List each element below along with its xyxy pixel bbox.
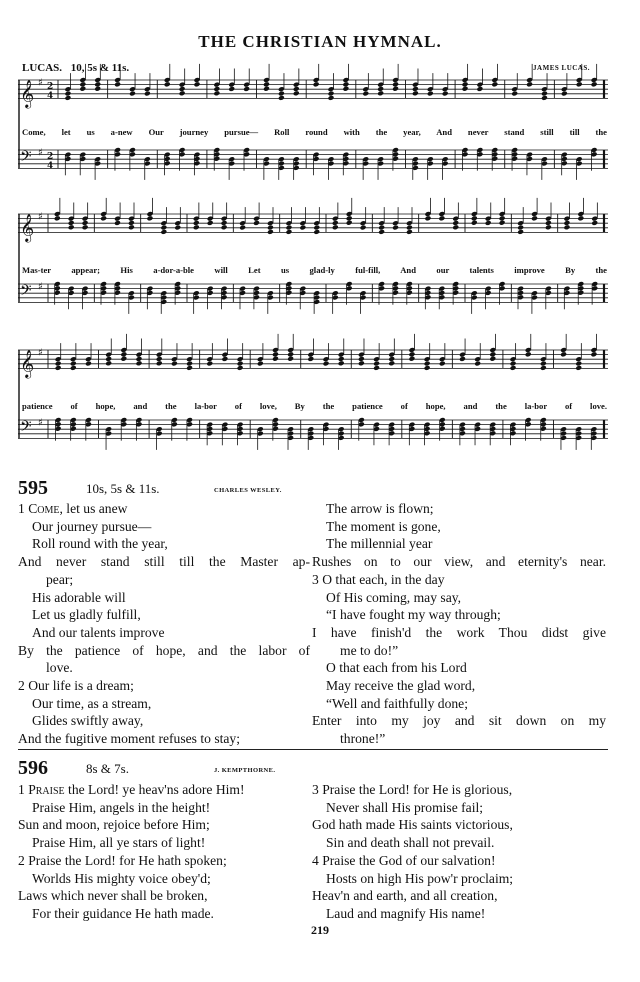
verse-line: May receive the glad word, — [326, 678, 476, 694]
note-head — [120, 351, 127, 357]
verse-line: 1 Come, let us anew — [18, 501, 128, 516]
note-head — [499, 215, 506, 221]
note-head — [591, 220, 598, 226]
note-head — [228, 86, 235, 92]
note-head — [193, 220, 200, 226]
note-head — [561, 91, 568, 97]
verse-line: O that each from his Lord — [326, 660, 467, 676]
verse-line: And our talents improve — [32, 624, 165, 640]
note-head — [427, 91, 434, 97]
note-head — [272, 351, 279, 357]
verse-line: And never stand still till the Master ap- — [18, 554, 310, 570]
note-head — [263, 81, 270, 87]
note-head — [489, 356, 496, 362]
note-head — [392, 81, 399, 87]
note-head — [540, 361, 547, 367]
note-head — [510, 365, 517, 371]
note-head — [328, 95, 335, 101]
verse-line: Let us gladly fulfill, — [32, 607, 141, 623]
verse-line: For their guidance He hath made. — [32, 905, 214, 921]
verse-line: 4 Praise the God of our salvation! — [312, 852, 496, 868]
note-head — [213, 86, 220, 92]
note-head — [253, 220, 260, 226]
tune-name: LUCAS. — [22, 62, 63, 74]
note-head — [221, 220, 228, 226]
note-head — [459, 356, 466, 362]
verse-line: Worlds His mighty voice obey'd; — [32, 870, 211, 886]
verse-line: 2 Praise the Lord! for He hath spoken; — [18, 852, 227, 868]
note-head — [257, 361, 264, 367]
note-head — [193, 224, 200, 230]
note-head — [377, 90, 384, 96]
verse-line: Heav'n and earth, and all creation, — [312, 888, 498, 904]
note-head — [424, 215, 431, 221]
note-head — [476, 86, 483, 92]
note-head — [171, 361, 178, 367]
note-head — [408, 356, 415, 362]
note-head — [489, 351, 496, 357]
note-head — [360, 225, 367, 231]
note-head — [313, 229, 320, 235]
note-head — [392, 86, 399, 92]
note-head — [299, 225, 306, 231]
note-head — [267, 225, 274, 231]
verse-line: pear; — [46, 571, 74, 587]
treble-clef-icon: 𝄞 — [20, 213, 35, 242]
verse-line: Hosts on high His pow'r proclaim; — [326, 870, 514, 886]
bass-clef-icon: 𝄢 — [20, 281, 32, 303]
note-head — [510, 361, 517, 367]
note-head — [323, 361, 330, 367]
note-head — [105, 356, 112, 362]
note-head — [328, 91, 335, 97]
note-head — [342, 86, 349, 92]
note-head — [525, 351, 532, 357]
note-head — [575, 365, 582, 371]
note-head — [136, 356, 143, 362]
note-head — [388, 356, 395, 362]
note-head — [517, 229, 524, 235]
note-head — [206, 361, 213, 367]
note-head — [160, 229, 167, 235]
note-head — [243, 86, 250, 92]
note-head — [285, 225, 292, 231]
note-head — [439, 361, 446, 367]
hymn-596-right-column — [312, 781, 606, 923]
note-head — [272, 356, 279, 362]
time-signature-bottom: 4 — [47, 161, 54, 172]
time-signature-top: 2 — [47, 82, 54, 93]
note-head — [442, 91, 449, 97]
note-head — [82, 224, 89, 230]
note-head — [164, 81, 171, 87]
verse-line: 2 Our life is a dream; — [18, 678, 134, 694]
note-head — [563, 224, 570, 230]
note-head — [540, 365, 547, 371]
hymn-meter: 8s & 7s. — [86, 761, 129, 776]
note-head — [278, 91, 285, 97]
note-head — [221, 224, 228, 230]
note-head — [541, 91, 548, 97]
note-head — [100, 215, 107, 221]
verse-line: The moment is gone, — [326, 518, 441, 534]
note-head — [406, 229, 413, 235]
verse-line: throne!” — [340, 731, 386, 747]
note-head — [186, 365, 193, 371]
verse-line: Laws which never shall be broken, — [18, 888, 208, 904]
note-head — [346, 215, 353, 221]
note-head — [82, 220, 89, 226]
note-head — [136, 360, 143, 366]
note-head — [531, 215, 538, 221]
hymn-number: 595 — [18, 477, 48, 499]
note-head — [263, 86, 270, 92]
hymn-595-left-column — [18, 500, 310, 748]
note-head — [373, 365, 380, 371]
verse-line: Never shall His promise fail; — [326, 799, 484, 815]
note-head — [186, 361, 193, 367]
treble-clef-icon: 𝄞 — [20, 349, 35, 378]
note-head — [114, 220, 121, 226]
verse-line: “Well and faithfully done; — [326, 695, 468, 711]
note-head — [156, 360, 163, 366]
note-head — [438, 215, 445, 221]
note-head — [194, 81, 201, 87]
page-title: THE CHRISTIAN HYMNAL. — [198, 32, 442, 51]
note-head — [545, 220, 552, 226]
note-head — [392, 225, 399, 231]
note-head — [499, 220, 506, 226]
key-signature-sharp-icon: ♯ — [38, 417, 43, 429]
note-head — [179, 90, 186, 96]
note-head — [358, 356, 365, 362]
note-head — [332, 224, 339, 230]
note-head — [412, 86, 419, 92]
verse-line: Glides swiftly away, — [32, 713, 144, 729]
verse-line: Laud and magnify His name! — [326, 905, 486, 921]
note-head — [70, 365, 77, 371]
note-head — [346, 220, 353, 226]
note-head — [332, 220, 339, 226]
note-head — [293, 90, 300, 96]
note-head — [278, 95, 285, 101]
hymn-596-left-column — [18, 781, 313, 923]
verse-line: Praise Him, angels in the height! — [32, 799, 211, 815]
note-head — [338, 356, 345, 362]
key-signature-sharp-icon: ♯ — [38, 281, 43, 293]
note-head — [79, 86, 86, 92]
key-signature-sharp-icon: ♯ — [38, 347, 43, 359]
note-head — [114, 81, 121, 87]
note-head — [408, 351, 415, 357]
hymn-author: CHARLES WESLEY. — [214, 487, 282, 494]
note-head — [179, 86, 186, 92]
small-caps-word: Praise — [28, 782, 65, 797]
hymn-meter: 10s, 5s & 11s. — [86, 481, 160, 496]
section-divider — [18, 749, 608, 750]
hymn-author: J. KEMPTHORNE. — [214, 767, 276, 774]
note-head — [474, 361, 481, 367]
note-head — [285, 229, 292, 235]
note-head — [64, 91, 71, 97]
bass-clef-icon: 𝄢 — [20, 147, 32, 169]
note-head — [471, 220, 478, 226]
tune-composer: JAMES LUCAS. — [533, 64, 590, 72]
verse-line: The millennial year — [326, 536, 433, 552]
tune-meter: 10, 5s & 11s. — [70, 62, 130, 74]
note-head — [68, 220, 75, 226]
note-head — [517, 225, 524, 231]
verse-line: 3 O that each, in the day — [312, 571, 445, 587]
note-head — [313, 225, 320, 231]
note-head — [64, 95, 71, 101]
small-caps-word: Come, — [28, 501, 63, 516]
note-head — [174, 225, 181, 231]
page-number: 219 — [311, 923, 329, 937]
lyric-line-3: patience of hope, and the la-bor of love, By the patience of hope, and the la-bor of love. — [22, 401, 607, 411]
note-head — [424, 361, 431, 367]
note-head — [378, 229, 385, 235]
verse-line: His adorable will — [32, 589, 126, 605]
note-head — [412, 90, 419, 96]
note-head — [287, 356, 294, 362]
note-head — [313, 81, 320, 87]
verse-line: love. — [46, 660, 73, 676]
note-head — [362, 91, 369, 97]
verse-line: 3 Praise the Lord! for He is glorious, — [312, 782, 513, 797]
lyric-line-2: Mas-ter appear; His a-dor-a-ble will Let us glad-ly ful-fill, And our talents improve By the — [22, 265, 607, 275]
note-head — [560, 351, 567, 357]
verse-line: And the fugitive moment refuses to stay; — [18, 731, 240, 747]
verse-line: Praise Him, all ye stars of light! — [32, 835, 206, 851]
note-head — [213, 90, 220, 96]
note-head — [563, 220, 570, 226]
note-head — [207, 220, 214, 226]
note-head — [471, 215, 478, 221]
note-head — [358, 360, 365, 366]
note-head — [128, 224, 135, 230]
note-head — [307, 356, 314, 362]
hymn-number: 596 — [18, 757, 48, 779]
note-head — [94, 86, 101, 92]
note-head — [267, 229, 274, 235]
time-signature-bottom: 4 — [47, 91, 54, 102]
note-head — [293, 86, 300, 92]
note-head — [129, 91, 136, 97]
note-head — [462, 81, 469, 87]
note-head — [591, 81, 598, 87]
note-head — [491, 81, 498, 87]
key-signature-sharp-icon: ♯ — [38, 147, 43, 159]
note-head — [55, 365, 62, 371]
note-head — [156, 356, 163, 362]
verse-line: me to do!” — [340, 642, 399, 658]
note-head — [54, 215, 61, 221]
verse-line: 1 Praise the Lord! ye heav'ns adore Him! — [18, 782, 245, 797]
note-head — [526, 81, 533, 87]
note-head — [342, 81, 349, 87]
note-head — [576, 81, 583, 87]
note-head — [70, 361, 77, 367]
verse-line: Enter into my joy and sit down on my — [312, 713, 606, 729]
note-head — [85, 361, 92, 367]
note-head — [144, 91, 151, 97]
note-head — [55, 361, 62, 367]
note-head — [120, 356, 127, 362]
note-head — [452, 224, 459, 230]
note-head — [545, 224, 552, 230]
note-head — [237, 365, 244, 371]
key-signature-sharp-icon: ♯ — [38, 77, 43, 89]
note-head — [511, 91, 518, 97]
note-head — [146, 215, 153, 221]
note-head — [105, 360, 112, 366]
bass-clef-icon: 𝄢 — [20, 417, 32, 439]
note-head — [377, 86, 384, 92]
note-head — [590, 351, 597, 357]
note-head — [128, 220, 135, 226]
verse-line: Sin and death shall not prevail. — [326, 835, 495, 851]
note-head — [406, 225, 413, 231]
note-head — [237, 361, 244, 367]
verse-line: “I have fought my way through; — [326, 607, 501, 623]
note-head — [541, 95, 548, 101]
lyric-line-1: Come, let us a-new Our journey pursue— Roll round with the year, And never stand still till the — [22, 127, 607, 137]
note-head — [287, 351, 294, 357]
note-head — [373, 361, 380, 367]
note-head — [485, 220, 492, 226]
note-head — [452, 220, 459, 226]
verse-line: Sun and moon, rejoice before Him; — [18, 817, 210, 833]
hymn-595-right-column — [312, 500, 606, 748]
verse-line: Rushes on to our view, and eternity's near. — [312, 554, 606, 570]
note-head — [575, 361, 582, 367]
note-head — [378, 225, 385, 231]
key-signature-sharp-icon: ♯ — [38, 211, 43, 223]
verse-line: Our time, as a stream, — [32, 695, 152, 711]
verse-line: Our journey pursue— — [32, 518, 152, 534]
note-head — [462, 86, 469, 92]
time-signature-top: 2 — [47, 152, 54, 163]
note-head — [338, 360, 345, 366]
verse-line: Roll round with the year, — [32, 536, 168, 552]
note-head — [160, 225, 167, 231]
note-head — [68, 224, 75, 230]
note-head — [577, 215, 584, 221]
verse-line: By the patience of hope, and the labor of — [18, 642, 310, 658]
note-head — [388, 360, 395, 366]
note-head — [79, 81, 86, 87]
verse-line: God hath made His saints victorious, — [312, 817, 513, 833]
verse-line: The arrow is flown; — [326, 501, 434, 516]
note-head — [221, 356, 228, 362]
verse-line: I have finish'd the work Thou didst give — [312, 624, 606, 640]
note-head — [94, 81, 101, 87]
note-head — [239, 225, 246, 231]
note-head — [424, 365, 431, 371]
treble-clef-icon: 𝄞 — [20, 79, 35, 108]
verse-line: Of His coming, may say, — [326, 589, 462, 605]
